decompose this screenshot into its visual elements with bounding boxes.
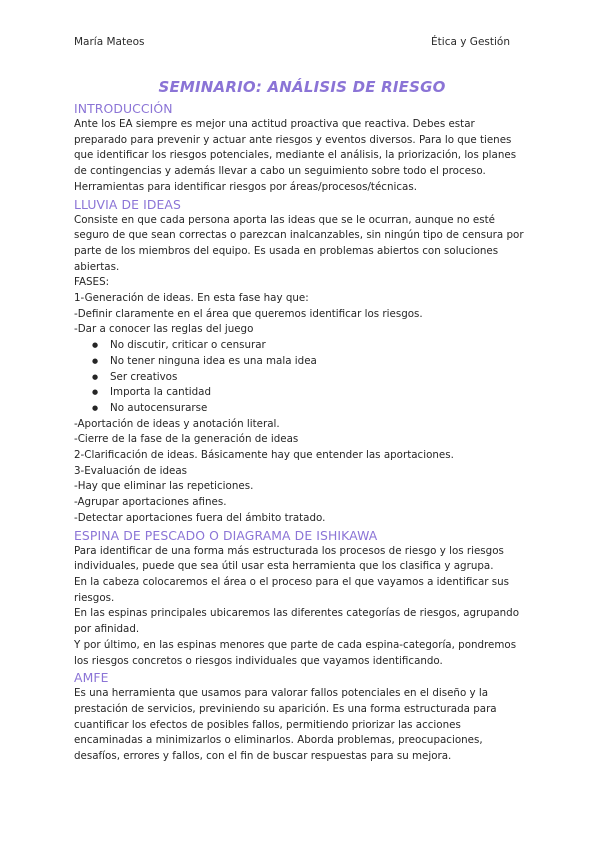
text-line: -Aportación de ideas y anotación literal. xyxy=(74,417,280,430)
text-line: -Cierre de la fase de la generación de ideas xyxy=(74,433,299,446)
text-line: -Dar a conocer las reglas del juego xyxy=(74,323,254,336)
text-line: FASES: xyxy=(74,276,110,289)
espina-paragraph: En la cabeza colocaremos el área o el proceso para el que vayamos a identificar sus riesgos. xyxy=(74,575,510,604)
espina-paragraph: En las espinas principales ubicaremos las diferentes categorías de riesgos, agrupando por afinidad. xyxy=(74,607,520,636)
intro-paragraph: Ante los EA siempre es mejor una actitud proactiva que reactiva. Debes estar preparado para prevenir y actuar ante riesgos y eventos diversos. Para lo que tienes que identificar los riesgos potenciales, mediante el análisis, la priorización, los planes de contingencias y además llevar a cabo un seguimiento sobre todo el proceso. Herramientas para identificar riesgos por áreas/procesos/técnicas. xyxy=(74,118,517,193)
list-item: ● Ser creativos xyxy=(110,370,530,386)
list-item: ● Importa la cantidad xyxy=(110,385,530,401)
text-line: 2-Clarificación de ideas. Básicamente hay que entender las aportaciones. xyxy=(74,449,454,462)
heading-amfe: AMFE xyxy=(74,670,109,686)
amfe-paragraph: Es una herramienta que usamos para valorar fallos potenciales en el diseño y la prestación de servicios, previniendo su aparición. Es una forma estructurada para cuantificar los efectos de posibles fallos, permitiendo priorizar las acciones encaminadas a minimizarlos o eliminarlos. Aborda problemas, preocupaciones, desafíos, errores y fallos, con el fin de buscar respuestas para su mejora. xyxy=(74,687,497,763)
text-line: -Definir claramente en el área que queremos identificar los riesgos. xyxy=(74,307,423,320)
heading-lluvia-de-ideas: LLUVIA DE IDEAS xyxy=(74,196,181,212)
page-header xyxy=(74,36,510,48)
text-line: 1-Generación de ideas. En esta fase hay que: xyxy=(74,292,309,305)
document-title: SEMINARIO: ANÁLISIS DE RIESGO xyxy=(158,78,446,96)
list-item: ● No discutir, criticar o censurar xyxy=(110,338,530,354)
lluvia-paragraph: Consiste en que cada persona aporta las ideas que se le ocurran, aunque no esté seguro de que sean correctas o parezcan inalcanzables, sin ningún tipo de censura por parte de los miembros del equipo. Es usada en problemas abiertos con soluciones abiertas. xyxy=(74,213,524,273)
list-item: ● No autocensurarse xyxy=(110,401,530,417)
list-item: ● No tener ninguna idea es una mala idea xyxy=(110,354,530,370)
text-line: -Detectar aportaciones fuera del ámbito tratado. xyxy=(74,511,326,524)
author-name: María Mateos xyxy=(74,36,145,48)
heading-introduccion: INTRODUCCIÓN xyxy=(74,101,173,116)
espina-paragraph: Para identificar de una forma más estructurada los procesos de riesgo y los riesgos individuales, puede que sea útil usar esta herramienta que los clasifica y agrupa. xyxy=(74,544,504,573)
espina-paragraph: Y por último, en las espinas menores que parte de cada espina-categoría, pondremos los riesgos concretos o riesgos individuales que vayamos identificando. xyxy=(74,638,517,667)
rules-list xyxy=(74,338,530,417)
text-line: -Agrupar aportaciones afines. xyxy=(74,496,227,509)
text-line: -Hay que eliminar las repeticiones. xyxy=(74,480,254,493)
course-name: Ética y Gestión xyxy=(431,36,510,48)
text-line: 3-Evaluación de ideas xyxy=(74,464,188,477)
document-body xyxy=(74,76,530,765)
heading-espina-de-pescado: ESPINA DE PESCADO O DIAGRAMA DE ISHIKAWA xyxy=(74,527,378,543)
